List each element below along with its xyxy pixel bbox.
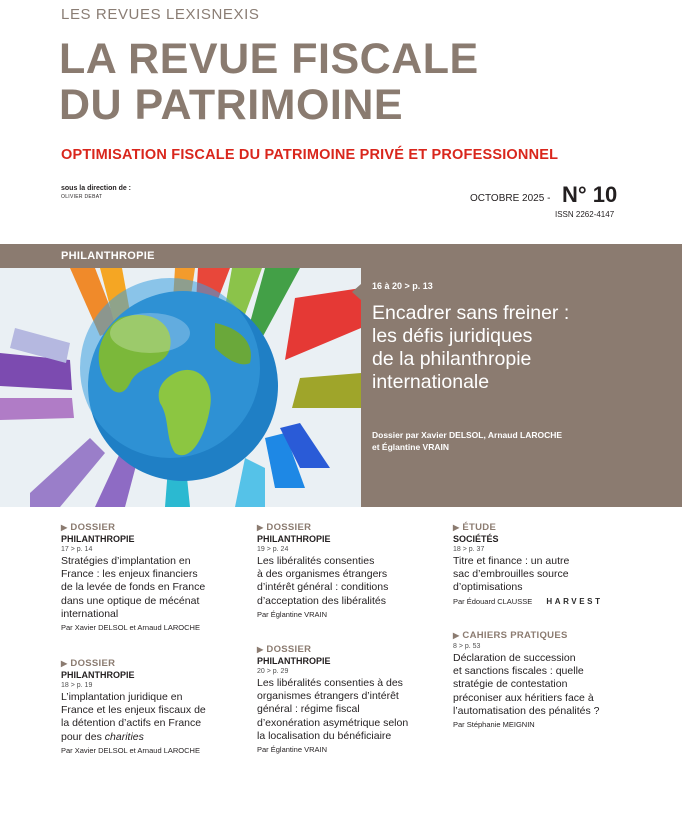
article-author: Par Églantine VRAIN xyxy=(257,745,328,755)
article-4[interactable] xyxy=(257,644,442,754)
headline-line: Encadrer sans freiner : xyxy=(372,302,570,324)
article-title-line: la détention d’actifs en France xyxy=(61,717,202,730)
article-title-line: international xyxy=(61,607,119,620)
globe-hands-illustration xyxy=(0,268,361,507)
article-ref: 19 > p. 24 xyxy=(257,546,289,553)
article-2[interactable] xyxy=(61,658,251,755)
panel-pointer xyxy=(352,284,361,300)
article-title-line: L’implantation juridique en xyxy=(61,691,183,703)
article-ref: 18 > p. 37 xyxy=(453,546,485,553)
article-title-line: d’intérêt général : conditions xyxy=(257,581,389,594)
headline-line: les défis juridiques xyxy=(372,325,533,347)
article-5[interactable] xyxy=(453,522,643,606)
article-title-line: d’optimisations xyxy=(453,581,523,594)
headline-line: de la philanthropie xyxy=(372,348,532,370)
globe-hands-icon xyxy=(0,268,361,507)
article-ref: 18 > p. 19 xyxy=(61,682,93,689)
article-section: CAHIERS PRATIQUES xyxy=(462,630,568,641)
triangle-bullet-icon: ▶ xyxy=(61,523,68,532)
article-subsection: PHILANTHROPIE xyxy=(61,534,135,544)
article-title-line: France et les enjeux fiscaux de xyxy=(61,704,206,717)
article-section: DOSSIER xyxy=(70,658,116,669)
feature-pages: 16 à 20 > p. 13 xyxy=(372,281,433,291)
article-title-line: France : les enjeux financiers xyxy=(61,568,198,581)
article-title-line: d’exonération asymétrique selon xyxy=(257,716,409,729)
article-subsection: PHILANTHROPIE xyxy=(61,670,135,680)
article-ref: 17 > p. 14 xyxy=(61,546,93,553)
issue-date: OCTOBRE 2025 - xyxy=(470,193,551,204)
article-author: Par Xavier DELSOL et Arnaud LAROCHE xyxy=(61,745,200,755)
triangle-bullet-icon: ▶ xyxy=(61,659,68,668)
article-3[interactable] xyxy=(257,522,442,619)
article-subsection: PHILANTHROPIE xyxy=(257,534,331,544)
triangle-bullet-icon: ▶ xyxy=(257,523,264,532)
article-title-line: l’automatisation des pénalités ? xyxy=(453,704,600,717)
article-title-line: Les libéralités consenties xyxy=(257,555,375,567)
article-title-line: de la levée de fonds en France xyxy=(61,581,206,594)
article-author-name: Par Édouard CLAUSSE xyxy=(453,596,533,606)
article-title-line: général : régime fiscal xyxy=(257,703,360,716)
headline-line: internationale xyxy=(372,371,490,393)
journal-subtitle: OPTIMISATION FISCALE DU PATRIMOINE PRIVÉ ET PROFESSIONNEL xyxy=(61,147,559,163)
triangle-bullet-icon: ▶ xyxy=(453,631,460,640)
article-ref: 8 > p. 53 xyxy=(453,643,481,650)
article-title-line: sac d’embrouilles source xyxy=(453,568,569,581)
article-title-line: et sanctions fiscales : quelle xyxy=(453,665,584,678)
article-title-line: Titre et finance : un autre xyxy=(453,555,570,567)
article-author: Par Églantine VRAIN xyxy=(257,609,328,619)
article-title-line: stratégie de contestation xyxy=(453,678,568,691)
article-title-line: organismes étrangers d’intérêt xyxy=(257,690,399,703)
issn: ISSN 2262-4147 xyxy=(555,210,615,219)
journal-title-line2: DU PATRIMOINE xyxy=(59,81,404,129)
article-title-line: Stratégies d’implantation en xyxy=(61,555,191,567)
direction-label: sous la direction de : xyxy=(61,185,132,192)
article-title-line: la localisation du bénéficiaire xyxy=(257,729,392,742)
article-title-line: d’acceptation des libéralités xyxy=(257,594,386,607)
article-title-line: à des organismes étrangers xyxy=(257,568,388,581)
article-author: Par Stéphanie MEIGNIN xyxy=(453,720,535,730)
article-title-line: Déclaration de succession xyxy=(453,652,576,664)
feature-headline[interactable] xyxy=(372,302,662,394)
article-title-line: Les libéralités consenties à des xyxy=(257,677,403,689)
article-title-line: pour des charities xyxy=(61,730,144,743)
article-section: ÉTUDE xyxy=(462,522,497,533)
article-section: DOSSIER xyxy=(70,522,116,533)
article-author xyxy=(453,597,643,606)
article-title-line: préconiser aux héritiers face à xyxy=(453,691,594,704)
article-title-line: dans une optique de mécénat xyxy=(61,594,200,607)
article-subsection: PHILANTHROPIE xyxy=(257,656,331,666)
rubric-band xyxy=(0,246,361,268)
issue-number: N° 10 xyxy=(562,182,618,207)
journal-title-line1: LA REVUE FISCALE xyxy=(59,35,479,83)
article-author: Par Xavier DELSOL et Arnaud LAROCHE xyxy=(61,623,200,633)
feature-rubric: PHILANTHROPIE xyxy=(61,250,155,262)
article-1[interactable] xyxy=(61,522,251,632)
publisher-name: LES REVUES LEXISNEXIS xyxy=(61,6,260,23)
triangle-bullet-icon: ▶ xyxy=(453,523,460,532)
article-section: DOSSIER xyxy=(266,644,312,655)
triangle-bullet-icon: ▶ xyxy=(257,645,264,654)
direction-name: OLIVIER DEBAT xyxy=(61,194,103,200)
article-section: DOSSIER xyxy=(266,522,312,533)
article-ref: 20 > p. 29 xyxy=(257,668,289,675)
italic-word: charities xyxy=(104,730,144,743)
article-subsection: SOCIÉTÉS xyxy=(453,534,499,544)
credits-line: et Églantine VRAIN xyxy=(372,442,449,452)
feature-credits xyxy=(372,429,662,453)
credits-line: Dossier par Xavier DELSOL, Arnaud LAROCHE xyxy=(372,430,563,440)
article-6[interactable] xyxy=(453,630,653,729)
harvest-logo: HARVEST xyxy=(546,596,603,606)
